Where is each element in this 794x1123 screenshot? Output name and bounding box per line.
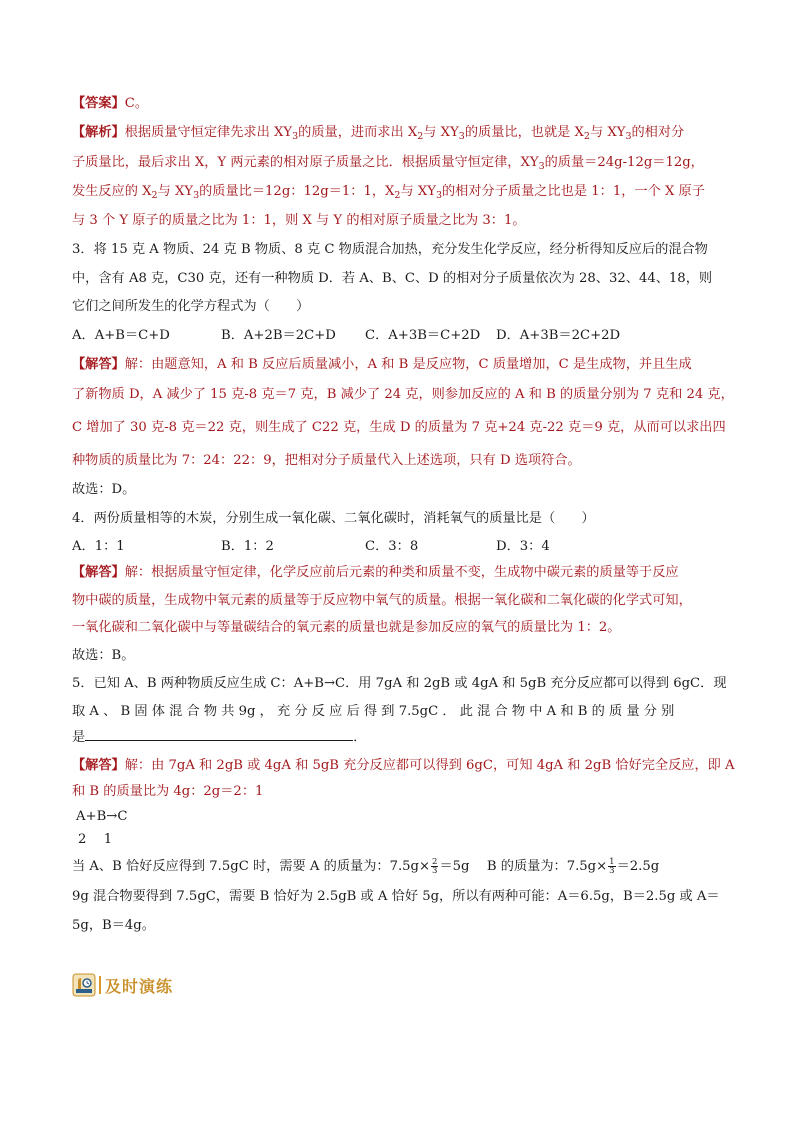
answer-blank[interactable] [85, 728, 353, 741]
q3-stem-line-3: 它们之间所发生的化学方程式为（ ） [72, 299, 310, 314]
section-divider [99, 976, 101, 994]
q5-solution-line-1 [72, 757, 735, 775]
section-header [72, 972, 173, 998]
q3-stem-line-2: 中，含有 A8 克，C30 克，还有一种物质 D．若 A、B、C、D 的相对分子质量依次为 28、32、44、18，则 [72, 271, 713, 286]
analysis-line-4: 与 3 个 Y 原子的质量之比为 1：1，则 X 与 Y 的相对原子质量之比为 3：1。 [72, 213, 526, 228]
subscript: 3 [458, 131, 465, 142]
q3-solution-line-4: 种物质的质量比为 7：24：22：9，把相对分子质量代入上述选项，只有 D 选项符合。 [72, 453, 581, 468]
q5-stem-line-1: 5．已知 A、B 两种物质反应生成 C：A+B→C．用 7gA 和 2gB 或 4gA 和 5gB 充分反应都可以得到 6gC．现 [72, 676, 727, 691]
analysis-text: 的质量比＝12g：12g＝1：1，X [199, 184, 395, 199]
analysis-text: 与 XY [423, 125, 459, 140]
subscript: 3 [625, 131, 632, 142]
fraction-two-thirds [431, 858, 438, 875]
answer-tag: 【答案】 [72, 96, 125, 111]
q5-solution-line-5: 5g，B＝4g。 [72, 918, 155, 933]
solution-tag: 【解答】 [72, 357, 125, 372]
solution-text: 当 A、B 恰好反应得到 7.5gC 时，需要 A 的质量为：7.5g× [72, 859, 431, 874]
q4-solution-line-3: 一氧化碳和二氧化碳中与等量碳结合的氧元素的质量也就是参加反应的氧气的质量比为 1：2。 [72, 620, 621, 635]
q3-option-d: D．A+3B＝2C+2D [496, 328, 621, 343]
solution-text: 解：由 7gA 和 2gB 或 4gA 和 5gB 充分反应都可以得到 6gC，可知 4gA 和 2gB 恰好完全反应，即 A [124, 758, 735, 773]
analysis-tag: 【解析】 [72, 125, 125, 140]
subscript: 3 [193, 190, 200, 201]
q3-solution-line-2: 了新物质 D，A 减少了 15 克-8 克＝7 克，B 减少了 24 克，则参加反应的 A 和 B 的质量分别为 7 克和 24 克， [72, 387, 734, 402]
subscript: 2 [583, 131, 590, 142]
q4-option-a: A．1：1 [72, 539, 125, 554]
subscript: 3 [435, 190, 442, 201]
q5-ratio: 2 1 [78, 832, 113, 847]
q3-option-b: B．A+2B＝2C+D [221, 328, 336, 343]
analysis-text: 根据质量守恒定律先求出 XY [124, 125, 293, 140]
fraction-denominator: 3 [432, 866, 438, 876]
subscript: 3 [292, 131, 299, 142]
q3-solution-line-3: C 增加了 30 克-8 克＝22 克，则生成了 C22 克，生成 D 的质量为 7 克+24 克-22 克＝9 克，从而可以求出四 [72, 420, 726, 435]
analysis-line-2 [72, 154, 704, 176]
analysis-line-3 [72, 183, 705, 205]
analysis-text: 与 XY [589, 125, 626, 140]
analysis-text: 子质量比，最后求出 X，Y 两元素的相对原子质量之比．根据质量守恒定律，XY [72, 155, 539, 170]
q4-solution-line-2: 物中碳的质量，生成物中氧元素的质量等于反应物中氧气的质量。根据一氧化碳和二氧化碳的化学式可知， [72, 593, 692, 608]
solution-tag: 【解答】 [72, 565, 125, 580]
fraction-numerator: 1 [609, 857, 615, 867]
analysis-text: 与 XY [157, 184, 194, 199]
subscript: 3 [538, 161, 545, 172]
q5-solution-line-4: 9g 混合物要得到 7.5gC，需要 B 恰好为 2.5gB 或 A 恰好 5g，所以有两种可能：A＝6.5g，B＝2.5g 或 A＝ [72, 889, 720, 904]
q4-option-b: B．1：2 [221, 539, 274, 554]
q5-stem-line-3 [72, 728, 366, 747]
solution-tag: 【解答】 [72, 758, 125, 773]
q5-equation: A+B→C [76, 809, 128, 824]
fraction-denominator: 3 [609, 866, 615, 876]
q3-option-c: C．A+3B＝C+2D [365, 328, 481, 343]
q5-stem-text: ． [353, 730, 367, 745]
q4-stem-line-1: 4．两份质量相等的木炭，分别生成一氧化碳、二氧化碳时，消耗氧气的质量比是（ ） [72, 511, 595, 526]
analysis-text: 的相对分子质量之比也是 1：1，一个 X 原子 [442, 184, 705, 199]
answer-text: C。 [124, 96, 149, 111]
q4-choice: 故选：B。 [72, 648, 135, 663]
q3-choice: 故选：D。 [72, 482, 136, 497]
solution-text: 解：根据质量守恒定律，化学反应前后元素的种类和质量不变，生成物中碳元素的质量等于反应 [124, 565, 679, 580]
analysis-text: 的相对分 [631, 125, 685, 140]
solution-text: 解：由题意知，A 和 B 反应后质量减小，A 和 B 是反应物，C 质量增加，C 是生成物，并且生成 [124, 357, 692, 372]
analysis-text: 的质量＝24g-12g＝12g， [544, 155, 704, 170]
q5-stem-text: 是 [72, 730, 86, 745]
analysis-text: 发生反应的 X [72, 184, 152, 199]
analysis-text: 的质量，进而求出 X [298, 125, 418, 140]
q3-option-a: A．A+B＝C+D [72, 328, 170, 343]
practice-badge-icon [72, 973, 96, 997]
analysis-text: 与 XY [400, 184, 436, 199]
q5-solution-line-2: 和 B 的质量比为 4g：2g＝2：1 [72, 784, 264, 799]
q3-solution-line-1 [72, 356, 692, 374]
fraction-numerator: 2 [432, 857, 438, 867]
analysis-text: 的质量比，也就是 X [464, 125, 584, 140]
q3-stem-line-1: 3．将 15 克 A 物质、24 克 B 物质、8 克 C 物质混合加热，充分发生化学反应，经分析得知反应后的混合物 [72, 242, 708, 257]
q4-option-d: D．3：4 [496, 539, 550, 554]
solution-text: ＝2.5g [616, 859, 660, 874]
q5-stem-line-2: 取 A 、 B 固 体 混 合 物 共 9g ， 充 分 反 应 后 得 到 7.5gC ． 此 混 合 物 中 A 和 B 的 质 量 分 别 [72, 704, 675, 719]
subscript: 2 [417, 131, 424, 142]
q4-solution-line-1 [72, 564, 679, 582]
fraction-one-third [608, 858, 615, 875]
q5-solution-line-3 [72, 858, 659, 876]
section-title: 及时演练 [105, 976, 174, 996]
solution-text: ＝5g B 的质量为：7.5g× [439, 859, 608, 874]
analysis-line-1 [72, 124, 684, 146]
answer-line [72, 95, 148, 113]
q4-option-c: C．3：8 [365, 539, 419, 554]
subscript: 2 [394, 190, 401, 201]
subscript: 2 [151, 190, 158, 201]
